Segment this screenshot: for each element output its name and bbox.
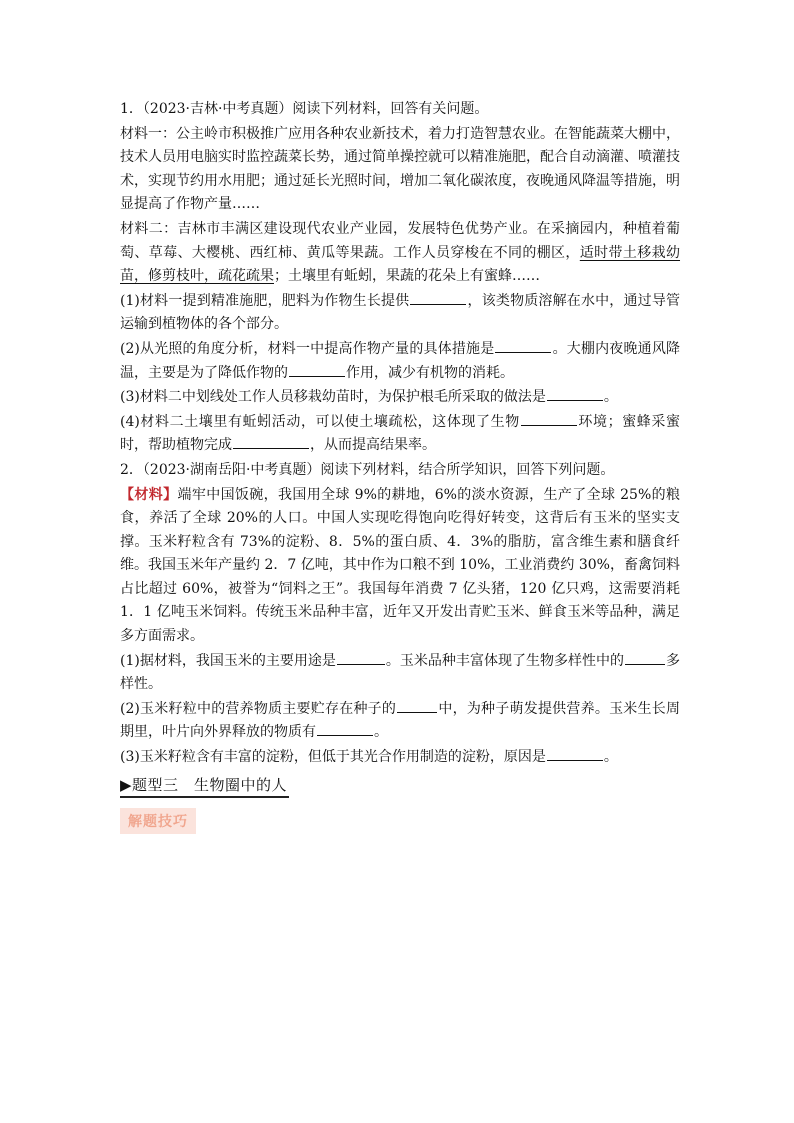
q2-subquestion-2: (2)玉米籽粒中的营养物质主要贮存在种子的 中，为种子萌发提供营养。玉米生长周期里，叶片向外界释放的物质有 。: [120, 700, 680, 741]
answer-blank: [521, 412, 577, 426]
material-tag: 【材料】: [120, 486, 178, 503]
answer-blank: [397, 699, 437, 713]
q2-subquestion-3: (3)玉米籽粒含有丰富的淀粉，但低于其光合作用制造的淀粉，原因是 。: [120, 749, 618, 766]
q1-subquestion-1: (1)材料一提到精准施肥，肥料为作物生长提供 ，该类物质溶解在水中，通过导管运输到植物体的各个部分。: [120, 292, 680, 333]
answer-blank: [337, 651, 385, 665]
tip-badge: 解题技巧: [120, 808, 196, 834]
answer-blank: [289, 363, 345, 377]
answer-blank: [625, 651, 665, 665]
section-title: ▶题型三 生物圈中的人: [120, 774, 289, 798]
answer-blank: [410, 291, 466, 305]
q2-material: 【材料】端牢中国饭碗，我国用全球 9%的耕地，6%的淡水资源，生产了全球 25%的粮食，养活了全球 20%的人口。中国人实现吃得饱向吃得好转变，这背后有玉米的坚实支撑。玉米籽粒含有 73%的淀粉、8．5%的蛋白质、4．3%的脂肪，富含维生素和膳食纤维。我国玉米年产量约 2．7 亿吨，其中作为口粮不到 10%，工业消费约 30%，畜禽饲料占比超过 60%，被誉为“饲料之王”。我国每年消费 7 亿头猪，120 亿只鸡，这需要消耗 1．1 亿吨玉米饲料。传统玉米品种丰富，近年又开发出青贮玉米、鲜食玉米等品种，满足多方面需求。: [120, 486, 681, 645]
answer-blank: [233, 435, 309, 449]
q2-subquestion-1: (1)据材料，我国玉米的主要用途是 。玉米品种丰富体现了生物多样性中的 多样性。: [120, 652, 681, 693]
answer-blank: [547, 747, 603, 761]
q1-material-1: 材料一：公主岭市积极推广应用各种农业新技术，着力打造智慧农业。在智能蔬菜大棚中，技术人员用电脑实时监控蔬菜长势，通过简单操控就可以精准施肥，配合自动滴灌、喷灌技术，实现节约用水用肥；通过延长光照时间，增加二氧化碳浓度，夜晚通风降温等措施，明显提高了作物产量……: [120, 125, 680, 213]
answer-blank: [495, 339, 551, 353]
q1-header: 1．（2023·吉林·中考真题）阅读下列材料，回答有关问题。: [120, 101, 489, 117]
answer-blank: [547, 387, 603, 401]
q1-subquestion-2: (2)从光照的角度分析，材料一中提高作物产量的具体措施是 。大棚内夜晚通风降温，主要是为了降低作物的 作用，减少有机物的消耗。: [120, 340, 680, 381]
q2-header: 2．（2023·湖南岳阳·中考真题）阅读下列材料，结合所学知识，回答下列问题。: [120, 461, 615, 478]
q1-subquestion-4: (4)材料二土壤里有蚯蚓活动，可以使土壤疏松，这体现了生物 环境；蜜蜂采蜜时，帮助植物完成 ，从而提高结果率。: [120, 413, 680, 454]
answer-blank: [317, 722, 373, 736]
q1-subquestion-3: (3)材料二中划线处工作人员移栽幼苗时，为保护根毛所采取的做法是 。: [120, 389, 618, 406]
document-page: [120, 98, 680, 834]
q1-material-2: 材料二：吉林市丰满区建设现代农业产业园，发展特色优势产业。在采摘园内，种植着葡萄、草莓、大樱桃、西红柿、黄瓜等果蔬。工作人员穿梭在不同的棚区，适时带土移栽幼苗，修剪枝叶，疏花疏果；土壤里有蚯蚓，果蔬的花朵上有蜜蜂……: [120, 220, 681, 285]
underlined-text: 适时带土移栽幼苗，修剪枝叶，疏花疏果: [120, 244, 681, 285]
